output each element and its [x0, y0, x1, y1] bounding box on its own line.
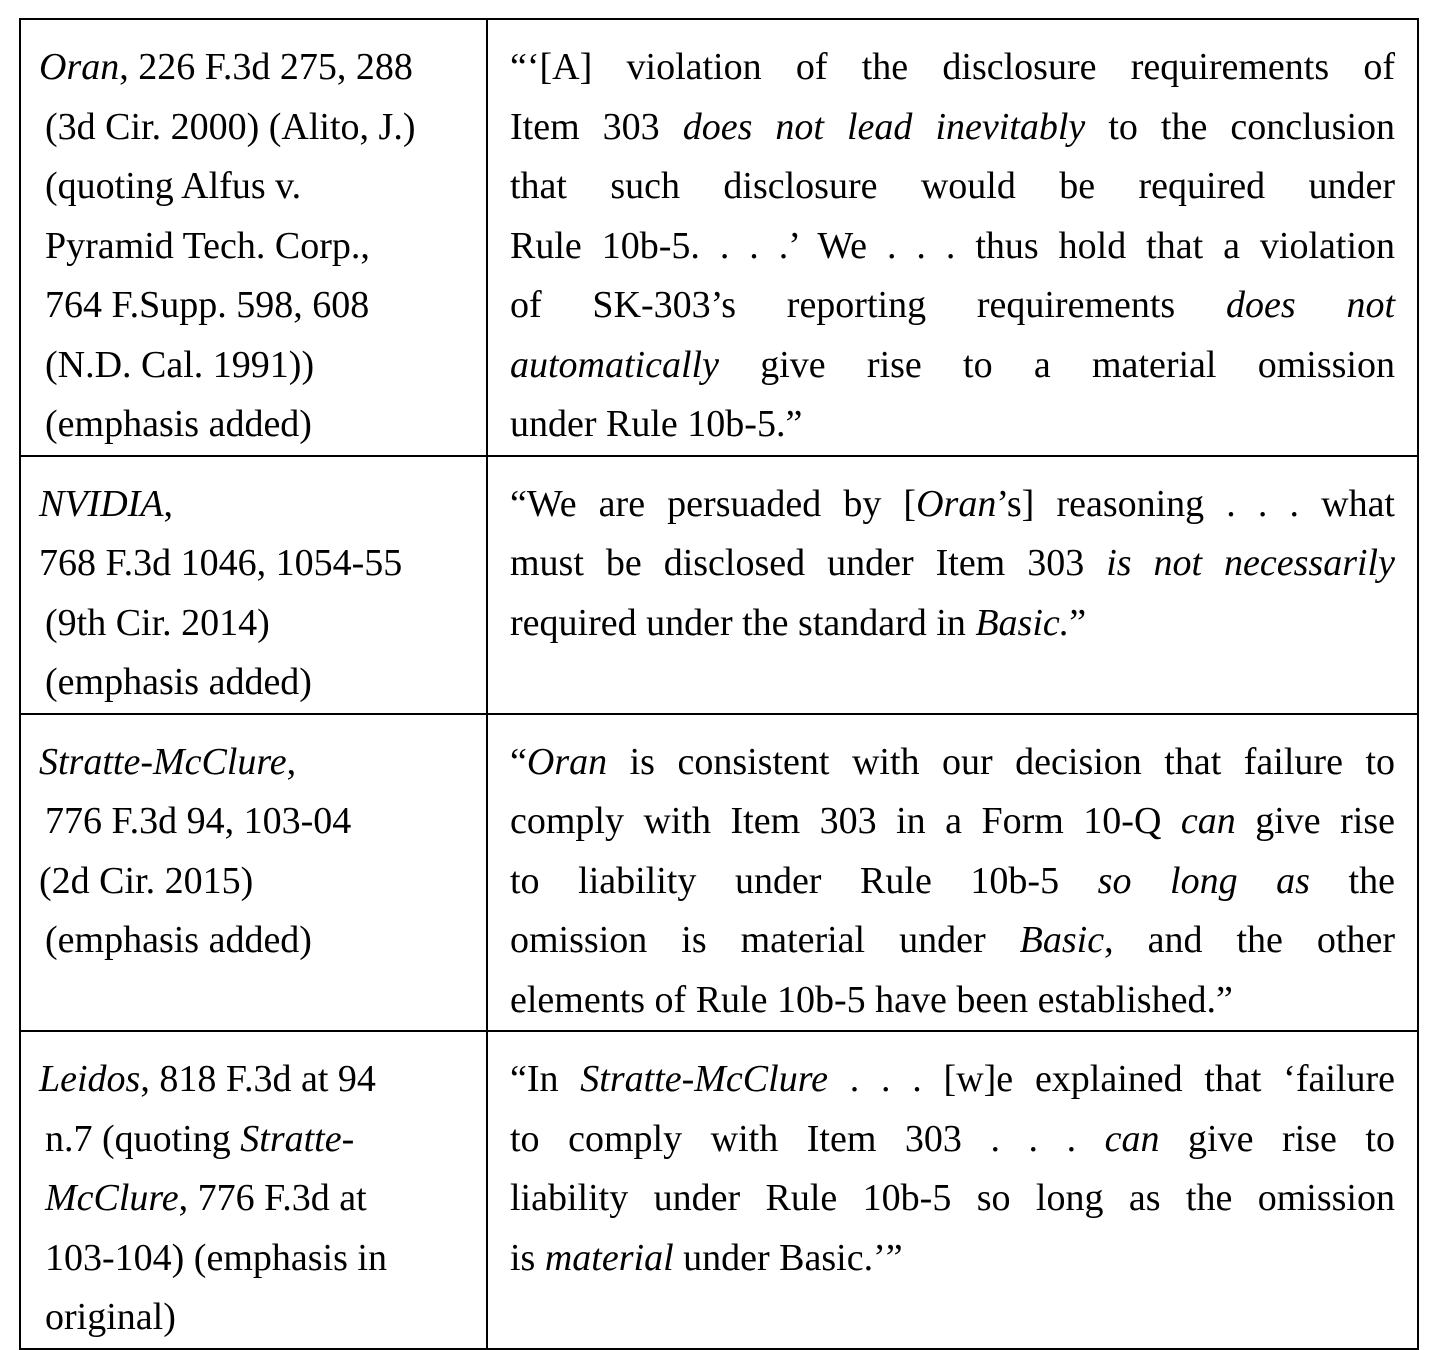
table-row	[20, 19, 1418, 456]
citation-cell	[20, 456, 487, 714]
citation-line: (9th Cir. 2014)	[45, 601, 270, 644]
quote-cell	[487, 456, 1418, 714]
quote-cell	[487, 19, 1418, 456]
case-comparison-table	[19, 18, 1419, 1350]
quote-line: omission is material under Basic, and the other	[510, 919, 1395, 961]
citation-line: Stratte-McClure,	[39, 740, 297, 783]
case-name: NVIDIA	[39, 482, 164, 525]
quote-line: required under the standard in Basic.”	[510, 601, 1087, 644]
quote-cell	[487, 714, 1418, 1032]
citation-line: (emphasis added)	[45, 403, 312, 445]
citation-line: 776 F.3d 94, 103-04	[45, 800, 352, 842]
quote-line: Item 303 does not lead inevitably to the conclusion	[510, 105, 1395, 148]
citation-cell	[20, 1031, 487, 1349]
quote-line: to liability under Rule 10b-5 so long as the	[510, 859, 1395, 902]
citation-line: Pyramid Tech. Corp.,	[45, 224, 370, 267]
citation-line: NVIDIA,	[39, 482, 174, 525]
quote-line: to comply with Item 303 . . . can give rise to	[510, 1117, 1395, 1160]
quote-line: “In Stratte-McClure . . . [w]e explained that ‘failure	[510, 1058, 1395, 1100]
citation-line: McClure, 776 F.3d at	[45, 1177, 367, 1219]
case-name: Stratte-McClure	[39, 740, 287, 783]
quote-line: under Rule 10b-5.”	[510, 403, 803, 445]
quote-line: liability under Rule 10b-5 so long as the omission	[510, 1177, 1395, 1219]
case-name: Oran	[39, 46, 120, 88]
quote-line: comply with Item 303 in a Form 10-Q can give rise	[510, 800, 1395, 842]
citation-line: (2d Cir. 2015)	[39, 859, 254, 902]
citation-line: (emphasis added)	[45, 661, 312, 703]
citation-line: (quoting Alfus v.	[45, 165, 302, 207]
citation-cell	[20, 19, 487, 456]
citation-line: 768 F.3d 1046, 1054-55	[39, 542, 403, 584]
citation-line: (emphasis added)	[45, 919, 312, 961]
quote-line: elements of Rule 10b-5 have been established.”	[510, 978, 1233, 1021]
citation-line: (3d Cir. 2000) (Alito, J.)	[45, 105, 416, 148]
citation-line: Leidos, 818 F.3d at 94	[39, 1058, 376, 1100]
quote-line: “We are persuaded by [Oran’s] reasoning . . . what	[510, 482, 1395, 525]
table-row	[20, 1031, 1418, 1349]
citation-line: original)	[45, 1296, 176, 1338]
citation-cell	[20, 714, 487, 1032]
table-row	[20, 714, 1418, 1032]
quote-line: is material under Basic.’”	[510, 1236, 903, 1279]
quote-line: Rule 10b-5. . . .’ We . . . thus hold that a violation	[510, 224, 1395, 267]
quote-line: must be disclosed under Item 303 is not necessarily	[510, 542, 1395, 584]
quote-line: “Oran is consistent with our decision that failure to	[510, 740, 1395, 783]
citation-line: n.7 (quoting Stratte-	[45, 1117, 355, 1160]
case-name: Leidos	[39, 1058, 141, 1100]
quote-line: automatically give rise to a material omission	[510, 343, 1395, 386]
quote-line: that such disclosure would be required under	[510, 165, 1395, 207]
citation-line: 764 F.Supp. 598, 608	[45, 284, 370, 326]
citation-line: 103-104) (emphasis in	[45, 1236, 387, 1279]
citation-line: Oran, 226 F.3d 275, 288	[39, 46, 413, 88]
quote-line: of SK-303’s reporting requirements does not	[510, 284, 1396, 326]
quote-line: “‘[A] violation of the disclosure requirements of	[510, 46, 1395, 88]
table-row	[20, 456, 1418, 714]
quote-cell	[487, 1031, 1418, 1349]
citation-line: (N.D. Cal. 1991))	[45, 343, 315, 386]
